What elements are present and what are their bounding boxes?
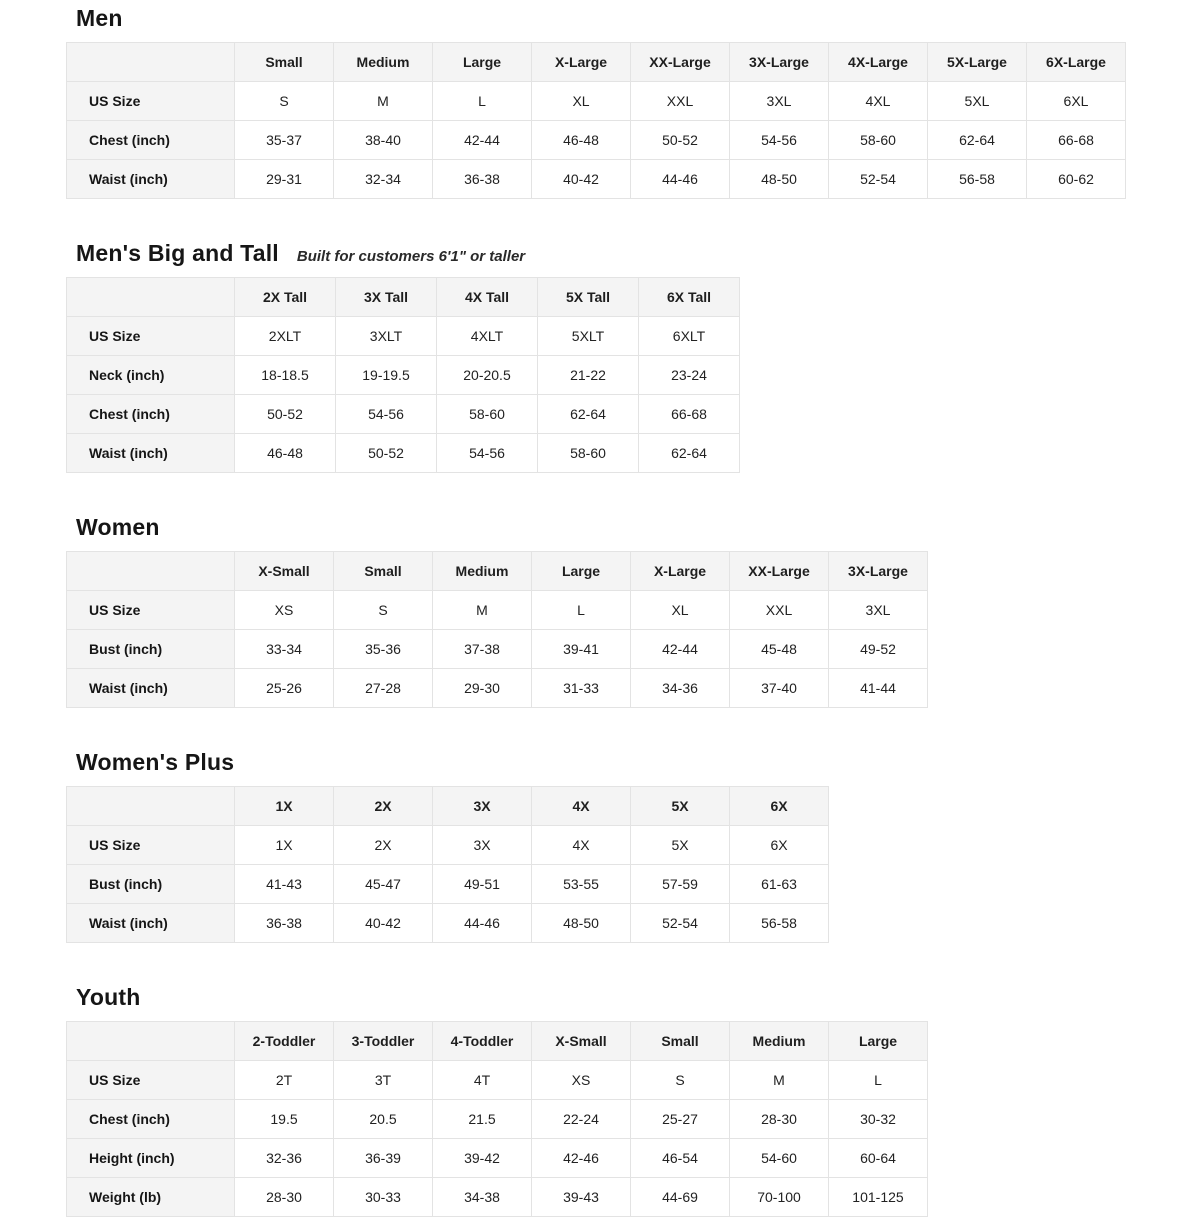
column-header: 2X Tall [235,278,336,317]
size-cell: 41-43 [235,865,334,904]
size-cell: L [829,1061,928,1100]
row-label: Neck (inch) [67,356,235,395]
size-cell: 54-56 [437,434,538,473]
size-cell: 49-52 [829,630,928,669]
column-header: 6X [730,787,829,826]
size-cell: 3XLT [336,317,437,356]
size-cell: 3XL [730,82,829,121]
size-cell: 19.5 [235,1100,334,1139]
size-cell: M [334,82,433,121]
size-cell: 5XLT [538,317,639,356]
size-cell: 37-40 [730,669,829,708]
size-cell: 29-31 [235,160,334,199]
column-header: X-Large [532,43,631,82]
size-cell: 1X [235,826,334,865]
size-cell: 23-24 [639,356,740,395]
section-title [76,513,1200,545]
size-cell: 30-33 [334,1178,433,1217]
row-label: Height (inch) [67,1139,235,1178]
column-header: 3X [433,787,532,826]
size-cell: 35-37 [235,121,334,160]
section-womens-plus [66,748,1200,943]
size-cell: 54-60 [730,1139,829,1178]
section-mens-big-and-tall [66,239,1200,473]
column-header: 4X Tall [437,278,538,317]
size-cell: 46-48 [532,121,631,160]
size-cell: 58-60 [538,434,639,473]
column-header: 5X-Large [928,43,1027,82]
size-cell: 70-100 [730,1178,829,1217]
size-cell: 5XL [928,82,1027,121]
size-cell: 25-27 [631,1100,730,1139]
row-label: US Size [67,317,235,356]
size-cell: 33-34 [235,630,334,669]
size-cell: 48-50 [532,904,631,943]
column-header: Small [631,1022,730,1061]
column-header: X-Small [235,552,334,591]
corner-cell [67,43,235,82]
size-cell: XS [532,1061,631,1100]
size-cell: 3X [433,826,532,865]
column-header: Small [235,43,334,82]
size-cell: 34-38 [433,1178,532,1217]
size-cell: XL [532,82,631,121]
size-cell: 39-41 [532,630,631,669]
column-header: X-Small [532,1022,631,1061]
section-title [76,239,1200,271]
size-cell: 42-44 [433,121,532,160]
column-header: 4X [532,787,631,826]
corner-cell [67,552,235,591]
column-header: 3X-Large [730,43,829,82]
size-cell: 54-56 [336,395,437,434]
size-cell: 20-20.5 [437,356,538,395]
size-cell: M [730,1061,829,1100]
size-cell: 48-50 [730,160,829,199]
row-label: Waist (inch) [67,904,235,943]
section-title-text: Men [76,5,123,31]
section-youth [66,983,1200,1217]
size-cell: 6XLT [639,317,740,356]
size-cell: 39-42 [433,1139,532,1178]
corner-cell [67,1022,235,1061]
size-cell: 44-46 [631,160,730,199]
size-cell: 4XLT [437,317,538,356]
women-size-table [66,551,928,708]
size-cell: XL [631,591,730,630]
size-cell: 60-64 [829,1139,928,1178]
corner-cell [67,278,235,317]
size-cell: L [532,591,631,630]
column-header: 6X Tall [639,278,740,317]
row-label: US Size [67,82,235,121]
size-cell: 32-34 [334,160,433,199]
section-title-text: Women [76,514,160,540]
size-cell: 4X [532,826,631,865]
size-cell: 66-68 [1027,121,1126,160]
column-header: Small [334,552,433,591]
row-label: US Size [67,1061,235,1100]
row-label: Chest (inch) [67,1100,235,1139]
size-cell: 6X [730,826,829,865]
section-title-text: Youth [76,984,141,1010]
size-cell: 38-40 [334,121,433,160]
size-cell: 66-68 [639,395,740,434]
size-cell: 4XL [829,82,928,121]
size-cell: 21-22 [538,356,639,395]
size-cell: 45-48 [730,630,829,669]
size-cell: 62-64 [928,121,1027,160]
size-cell: 42-46 [532,1139,631,1178]
row-label: Chest (inch) [67,121,235,160]
size-cell: M [433,591,532,630]
size-cell: 21.5 [433,1100,532,1139]
size-cell: 34-36 [631,669,730,708]
row-label: Waist (inch) [67,669,235,708]
column-header: Large [433,43,532,82]
size-cell: 44-46 [433,904,532,943]
size-cell: 62-64 [538,395,639,434]
section-title [76,4,1200,36]
column-header: XX-Large [631,43,730,82]
size-cell: 37-38 [433,630,532,669]
size-cell: 101-125 [829,1178,928,1217]
size-cell: 18-18.5 [235,356,336,395]
row-label: Bust (inch) [67,865,235,904]
size-cell: 42-44 [631,630,730,669]
column-header: Medium [334,43,433,82]
size-cell: 50-52 [235,395,336,434]
column-header: 4-Toddler [433,1022,532,1061]
mens-big-and-tall-size-table [66,277,740,473]
column-header: Large [532,552,631,591]
section-subtitle: Built for customers 6'1" or taller [296,248,526,265]
column-header: X-Large [631,552,730,591]
column-header: 1X [235,787,334,826]
size-cell: S [235,82,334,121]
size-cell: 57-59 [631,865,730,904]
size-cell: 20.5 [334,1100,433,1139]
corner-cell [67,787,235,826]
size-cell: XS [235,591,334,630]
row-label: Bust (inch) [67,630,235,669]
size-cell: 52-54 [829,160,928,199]
men-size-table [66,42,1126,199]
size-cell: 50-52 [631,121,730,160]
size-cell: 45-47 [334,865,433,904]
column-header: Medium [433,552,532,591]
size-cell: 58-60 [829,121,928,160]
size-cell: 36-38 [235,904,334,943]
size-cell: 25-26 [235,669,334,708]
section-title-text: Women's Plus [76,749,235,775]
column-header: Large [829,1022,928,1061]
size-cell: 5X [631,826,730,865]
size-cell: 3T [334,1061,433,1100]
size-cell: 54-56 [730,121,829,160]
youth-size-table [66,1021,928,1217]
size-cell: 60-62 [1027,160,1126,199]
size-cell: 27-28 [334,669,433,708]
womens-plus-size-table [66,786,829,943]
size-cell: XXL [730,591,829,630]
size-cell: XXL [631,82,730,121]
column-header: 3-Toddler [334,1022,433,1061]
column-header: XX-Large [730,552,829,591]
column-header: 3X Tall [336,278,437,317]
size-cell: 30-32 [829,1100,928,1139]
size-cell: L [433,82,532,121]
size-cell: 36-38 [433,160,532,199]
size-cell: 39-43 [532,1178,631,1217]
size-cell: 40-42 [532,160,631,199]
size-cell: S [631,1061,730,1100]
size-cell: 41-44 [829,669,928,708]
size-cell: 56-58 [730,904,829,943]
column-header: 6X-Large [1027,43,1126,82]
size-cell: 28-30 [235,1178,334,1217]
row-label: Waist (inch) [67,160,235,199]
size-cell: 2T [235,1061,334,1100]
column-header: 4X-Large [829,43,928,82]
size-cell: 62-64 [639,434,740,473]
size-cell: S [334,591,433,630]
size-cell: 6XL [1027,82,1126,121]
row-label: US Size [67,591,235,630]
size-cell: 56-58 [928,160,1027,199]
section-title [76,748,1200,780]
size-cell: 53-55 [532,865,631,904]
size-cell: 40-42 [334,904,433,943]
size-cell: 31-33 [532,669,631,708]
section-men [66,4,1200,199]
size-cell: 52-54 [631,904,730,943]
size-cell: 29-30 [433,669,532,708]
row-label: Weight (lb) [67,1178,235,1217]
size-cell: 49-51 [433,865,532,904]
size-cell: 2XLT [235,317,336,356]
row-label: US Size [67,826,235,865]
column-header: 3X-Large [829,552,928,591]
section-title-text: Men's Big and Tall [76,240,279,266]
column-header: 5X [631,787,730,826]
column-header: 5X Tall [538,278,639,317]
size-cell: 50-52 [336,434,437,473]
size-cell: 22-24 [532,1100,631,1139]
size-cell: 4T [433,1061,532,1100]
size-cell: 35-36 [334,630,433,669]
row-label: Chest (inch) [67,395,235,434]
size-cell: 2X [334,826,433,865]
size-cell: 28-30 [730,1100,829,1139]
column-header: 2-Toddler [235,1022,334,1061]
column-header: 2X [334,787,433,826]
section-title [76,983,1200,1015]
size-cell: 58-60 [437,395,538,434]
size-cell: 44-69 [631,1178,730,1217]
size-cell: 46-48 [235,434,336,473]
size-cell: 32-36 [235,1139,334,1178]
row-label: Waist (inch) [67,434,235,473]
section-women [66,513,1200,708]
column-header: Medium [730,1022,829,1061]
size-cell: 19-19.5 [336,356,437,395]
size-cell: 61-63 [730,865,829,904]
size-cell: 36-39 [334,1139,433,1178]
size-cell: 3XL [829,591,928,630]
size-cell: 46-54 [631,1139,730,1178]
